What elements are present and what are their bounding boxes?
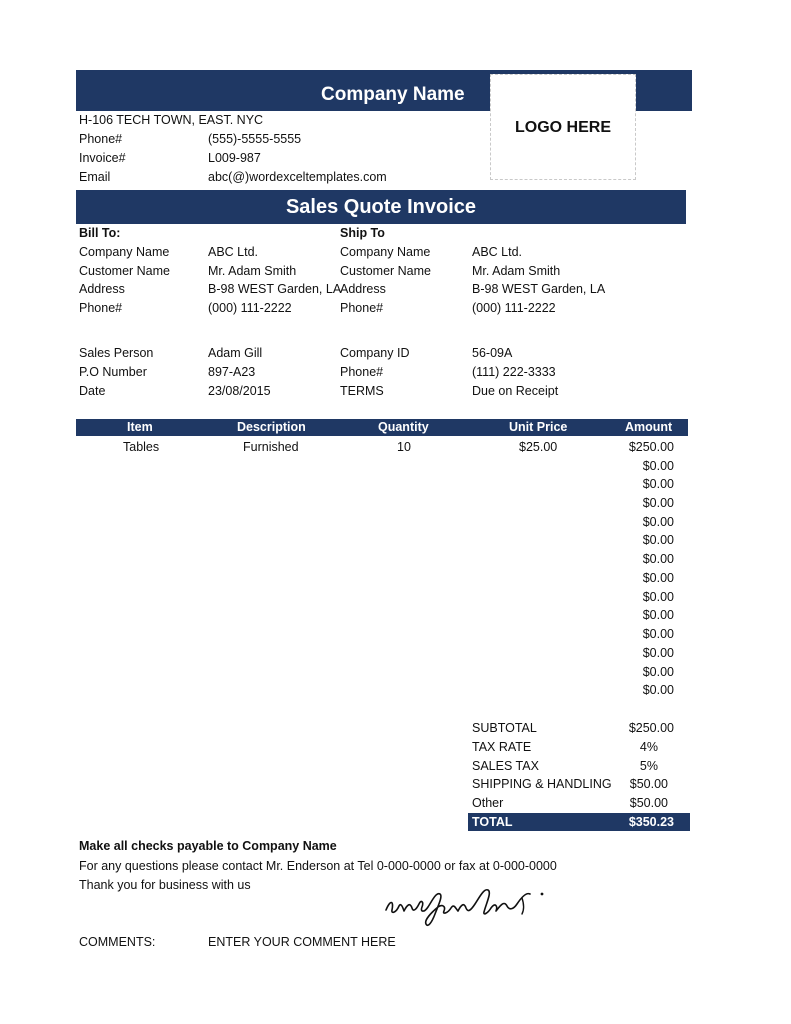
company-name: Company Name <box>321 84 465 105</box>
bill-address-label: Address <box>79 282 125 296</box>
amount-cell: $0.00 <box>642 608 674 622</box>
bill-company-label: Company Name <box>79 245 170 259</box>
amount-cell: $0.00 <box>642 590 674 604</box>
date-label: Date <box>79 384 106 398</box>
tax-rate-value: 4% <box>639 740 658 754</box>
other-label: Other <box>472 796 504 810</box>
other-value: $50.00 <box>629 796 668 810</box>
invoice-label: Invoice# <box>79 151 126 165</box>
header-unit-price: Unit Price <box>509 420 568 434</box>
row1-item: Tables <box>123 440 160 454</box>
email-value: abc(@)wordexceltemplates.com <box>208 170 387 184</box>
sales-tax-label: SALES TAX <box>472 759 539 773</box>
invoice-value: L009-987 <box>208 151 261 165</box>
ship-to-heading: Ship To <box>340 226 385 240</box>
amount-cell: $0.00 <box>642 683 674 697</box>
amount-cell: $0.00 <box>642 552 674 566</box>
logo-text: LOGO HERE <box>514 119 611 136</box>
company-address: H-106 TECH TOWN, EAST. NYC <box>79 113 264 127</box>
bill-customer-label: Customer Name <box>79 264 170 278</box>
thanks-note: Thank you for business with us <box>79 878 251 892</box>
sales-person-value: Adam Gill <box>208 346 263 360</box>
date-value: 23/08/2015 <box>208 384 271 398</box>
tax-rate-label: TAX RATE <box>472 740 532 754</box>
amount-cell: $0.00 <box>642 533 674 547</box>
shipping-value: $50.00 <box>629 777 668 791</box>
sales-person-label: Sales Person <box>79 346 154 360</box>
shipping-label: SHIPPING & HANDLING <box>472 777 612 791</box>
invoice-title: Sales Quote Invoice <box>285 196 477 218</box>
bill-phone-label: Phone# <box>79 301 123 315</box>
ship-phone-label: Phone# <box>340 301 384 315</box>
row1-unit-price: $25.00 <box>519 440 558 454</box>
phone-label: Phone# <box>79 132 123 146</box>
amount-cell: $250.00 <box>628 440 674 454</box>
signature-image <box>380 880 565 932</box>
row1-description: Furnished <box>243 440 299 454</box>
total-label: TOTAL <box>472 815 513 829</box>
company-id-value: 56-09A <box>472 346 513 360</box>
items-table-header <box>76 419 688 436</box>
total-bar <box>468 813 690 831</box>
comments-label: COMMENTS: <box>79 935 156 949</box>
bill-customer-value: Mr. Adam Smith <box>208 264 297 278</box>
ship-phone-value: (000) 111-2222 <box>472 301 556 315</box>
checks-payable-note: Make all checks payable to Company Name <box>79 839 337 853</box>
header-description: Description <box>237 420 306 434</box>
email-label: Email <box>79 170 111 184</box>
invoice-title-bar <box>76 190 686 224</box>
amount-cell: $0.00 <box>642 459 674 473</box>
terms-label: TERMS <box>340 384 384 398</box>
ship-address-label: Address <box>340 282 386 296</box>
row1-quantity: 10 <box>397 440 411 454</box>
header-quantity: Quantity <box>378 420 429 434</box>
bill-company-value: ABC Ltd. <box>208 245 259 259</box>
amount-cell: $0.00 <box>642 477 674 491</box>
phone-value: (555)-5555-5555 <box>208 132 302 146</box>
comments-value[interactable]: ENTER YOUR COMMENT HERE <box>208 935 396 949</box>
amount-cell: $0.00 <box>642 571 674 585</box>
company-id-label: Company ID <box>340 346 410 360</box>
subtotal-value: $250.00 <box>628 721 674 735</box>
terms-value: Due on Receipt <box>472 384 559 398</box>
po-number-label: P.O Number <box>79 365 147 379</box>
ship-customer-label: Customer Name <box>340 264 431 278</box>
amount-cell: $0.00 <box>642 665 674 679</box>
po-number-value: 897-A23 <box>208 365 256 379</box>
ship-company-value: ABC Ltd. <box>472 245 523 259</box>
bill-to-heading: Bill To: <box>79 226 121 240</box>
bill-phone-value: (000) 111-2222 <box>208 301 292 315</box>
total-value: $350.23 <box>628 815 674 829</box>
header-amount: Amount <box>625 420 673 434</box>
logo-placeholder <box>490 74 636 180</box>
bill-address-value: B-98 WEST Garden, LA <box>208 282 342 296</box>
amount-cell: $0.00 <box>642 496 674 510</box>
ship-company-label: Company Name <box>340 245 431 259</box>
sales-tax-value: 5% <box>639 759 658 773</box>
amount-cell: $0.00 <box>642 627 674 641</box>
ship-customer-value: Mr. Adam Smith <box>472 264 561 278</box>
header-item: Item <box>127 420 153 434</box>
contact-note: For any questions please contact Mr. Enderson at Tel 0-000-0000 or fax at 0-000-0000 <box>79 859 557 873</box>
ship-address-value: B-98 WEST Garden, LA <box>472 282 606 296</box>
amount-cell: $0.00 <box>642 646 674 660</box>
details-phone-value: (111) 222-3333 <box>472 365 556 379</box>
details-phone-label: Phone# <box>340 365 384 379</box>
subtotal-label: SUBTOTAL <box>472 721 537 735</box>
amount-cell: $0.00 <box>642 515 674 529</box>
